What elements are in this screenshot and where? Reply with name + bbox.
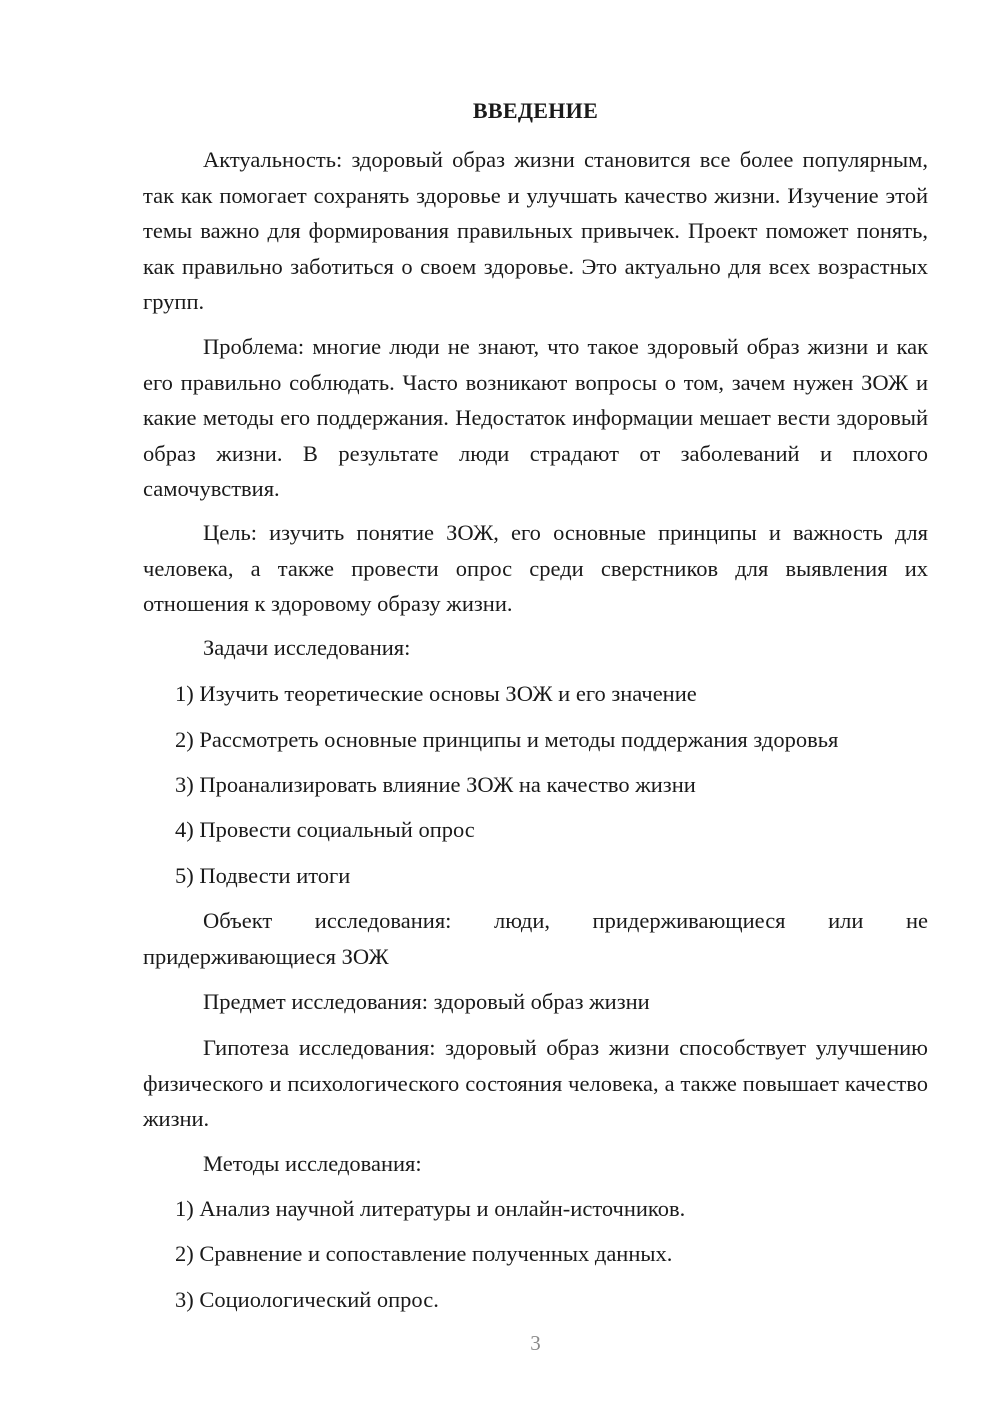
relevance-paragraph: Актуальность: здоровый образ жизни становится все более популярным, так как помогает сохранять здоровье и улучшать качество жизни. Изучение этой темы важно для формирования правильных привычек. Проект поможет понять, как правильно заботиться о своем здоровье. Это актуально для всех возрастных групп. [143, 147, 928, 314]
subject-paragraph: Предмет исследования: здоровый образ жизни [203, 989, 650, 1014]
hypothesis-paragraph: Гипотеза исследования: здоровый образ жизни способствует улучшению физического и психологического состояния человека, а также повышает качество жизни. [143, 1035, 928, 1131]
methods-heading: Методы исследования: [203, 1151, 422, 1176]
tasks-heading: Задачи исследования: [203, 635, 411, 660]
task-item: 4) Провести социальный опрос [175, 817, 475, 842]
object-paragraph: Объект исследования: люди, придерживающиеся или не придерживающиеся ЗОЖ [143, 908, 928, 969]
document-page [143, 0, 928, 1414]
task-item: 2) Рассмотреть основные принципы и методы поддержания здоровья [175, 727, 839, 752]
problem-paragraph: Проблема: многие люди не знают, что такое здоровый образ жизни и как его правильно соблюдать. Часто возникают вопросы о том, зачем нужен ЗОЖ и какие методы его поддержания. Недостаток информации мешает вести здоровый образ жизни. В результате люди страдают от заболеваний и плохого самочувствия. [143, 334, 928, 501]
page-number: 3 [530, 1331, 541, 1355]
method-item: 3) Социологический опрос. [175, 1287, 439, 1312]
task-item: 5) Подвести итоги [175, 863, 351, 888]
section-title: ВВЕДЕНИЕ [472, 98, 599, 123]
method-item: 2) Сравнение и сопоставление полученных данных. [175, 1241, 673, 1266]
goal-paragraph: Цель: изучить понятие ЗОЖ, его основные принципы и важность для человека, а также провести опрос среди сверстников для выявления их отношения к здоровому образу жизни. [143, 520, 928, 616]
task-item: 3) Проанализировать влияние ЗОЖ на качество жизни [175, 772, 696, 797]
method-item: 1) Анализ научной литературы и онлайн-источников. [175, 1196, 686, 1221]
task-item: 1) Изучить теоретические основы ЗОЖ и его значение [175, 681, 697, 706]
